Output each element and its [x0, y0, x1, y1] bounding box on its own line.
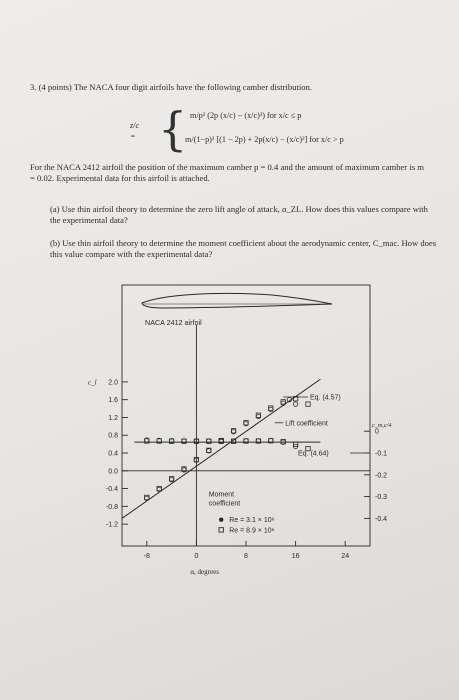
- x-axis-label: α, degrees: [190, 568, 219, 576]
- y2-tick-label: -0.1: [375, 450, 388, 458]
- airfoil-outline: [142, 293, 332, 308]
- data-point-circle: [269, 407, 273, 411]
- y-tick-label: -1.2: [105, 521, 118, 529]
- data-point-square: [306, 402, 310, 406]
- y-tick-label: 0.0: [108, 468, 118, 476]
- legend-label-re1: Re = 3.1 × 10⁶: [229, 517, 275, 525]
- y-tick-label: 0.8: [108, 432, 118, 440]
- y-tick-label: 0.4: [108, 450, 118, 458]
- question-header: [30, 82, 450, 93]
- x-tick-label: 16: [291, 553, 300, 560]
- formula-brace: {: [158, 102, 188, 156]
- airfoil-chart: [88, 281, 400, 581]
- naca-figure: [88, 281, 400, 581]
- y2-tick-label: -0.2: [375, 472, 388, 480]
- formula-lhs: z/c =: [130, 121, 140, 141]
- legend-label-re2: Re = 8.9 × 10⁶: [229, 527, 275, 535]
- y-axis-label: c_l: [88, 378, 97, 387]
- question-number: 3.: [30, 82, 37, 92]
- question-points: (4 points): [38, 82, 72, 92]
- moment-label: Moment: [208, 491, 235, 499]
- y-tick-label: -0.4: [105, 486, 118, 494]
- data-point-circle: [256, 414, 260, 418]
- y-tick-label: 1.6: [108, 397, 118, 405]
- y-tick-label: 2.0: [108, 379, 118, 387]
- moment-label-line2: coefficient: [208, 500, 241, 508]
- part-b: (b) Use thin airfoil theory to determine the moment coefficient about the aerodynamic center, C_mac. How does this value compare with the experimental data?: [50, 238, 437, 259]
- x-tick-label: 8: [244, 553, 248, 560]
- y2-axis-label: c_m,c/4: [372, 422, 392, 430]
- part-a: (a) Use thin airfoil theory to determine the zero lift angle of attack, α_ZL. How does this values compare with the experimental data?: [50, 204, 428, 225]
- data-point-circle: [145, 438, 149, 442]
- legend-marker-square: [219, 528, 223, 532]
- eq-lift-label: Eq. (4.57): [310, 394, 341, 402]
- x-tick-label: 24: [341, 553, 350, 560]
- y2-tick-label: -0.3: [375, 494, 388, 502]
- y-tick-label: 1.2: [108, 414, 118, 422]
- problem-paragraph: For the NACA 2412 airfoil the position of the maximum camber p = 0.4 and the amount of maximum camber is m = 0.02. Experimental data for this airfoil is attached.: [30, 162, 424, 183]
- y2-tick-label: 0: [375, 428, 379, 436]
- legend-marker-circle: [219, 517, 223, 521]
- formula-row-2: m/(1−p)² [(1 − 2p) + 2p(x/c) − (x/c)²] for x/c > p: [185, 135, 344, 144]
- data-point-circle: [293, 402, 297, 406]
- formula-row-1: m/p² (2p (x/c) − (x/c)²) for x/c ≤ p: [190, 111, 302, 120]
- lift-label: Lift coefficient: [285, 420, 328, 428]
- y2-tick-label: -0.4: [375, 515, 388, 523]
- figure-title: NACA 2412 airfoil: [145, 318, 202, 327]
- x-tick-label: 0: [194, 553, 199, 560]
- y-tick-label: -0.8: [105, 503, 118, 511]
- x-tick-label: -8: [143, 553, 150, 560]
- question-intro: The NACA four digit airfoils have the following camber distribution.: [73, 82, 312, 92]
- eq-moment-label: Eq. (4.64): [298, 450, 329, 458]
